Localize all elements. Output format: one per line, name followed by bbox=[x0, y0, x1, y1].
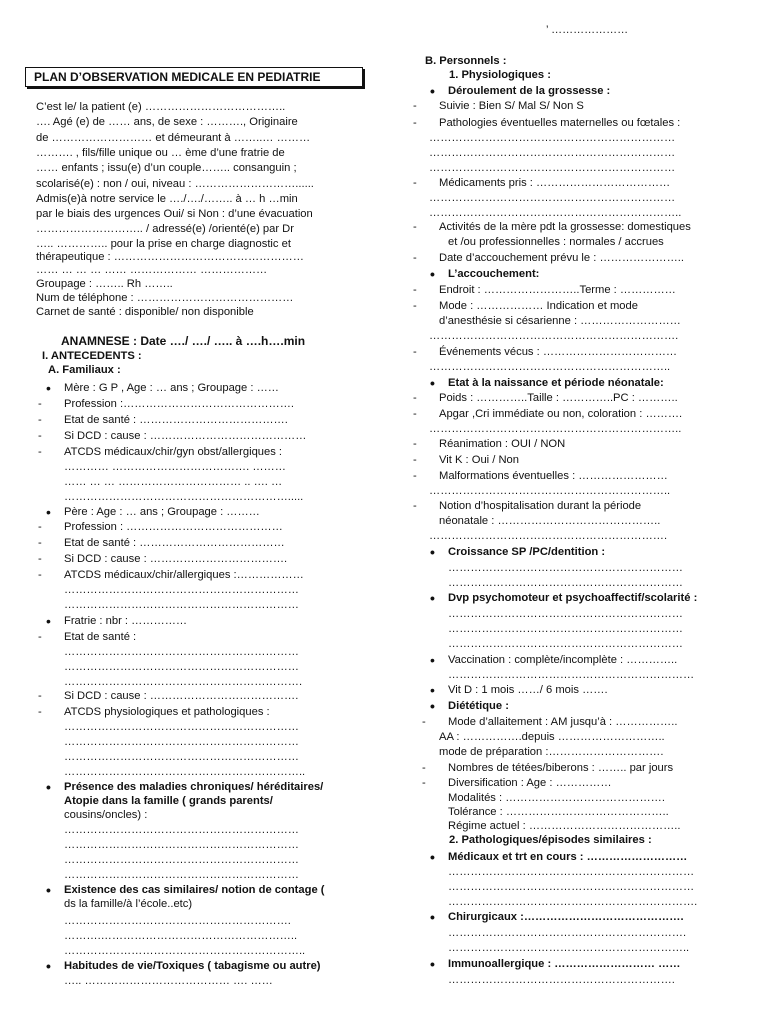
pere-line: - Si DCD : cause : ………………………………. bbox=[64, 553, 287, 566]
maladies-line: ……………………………………………………… bbox=[64, 869, 299, 881]
croissance-line: ……………………………………………………… bbox=[448, 562, 683, 574]
maladies-line: ……………………………………………………… bbox=[64, 854, 299, 866]
mere-line: - ATCDS médicaux/chir/gyn obst/allergiques : bbox=[64, 446, 282, 459]
dvp-line: ……………………………………………………… bbox=[448, 608, 683, 620]
anamnese-heading: ANAMNESE : Date …./ …./ ….. à ….h….min bbox=[61, 334, 306, 348]
identity-line: …. Agé (e) de …… ans, de sexe : ………., Originaire bbox=[36, 116, 298, 128]
chirurgicaux-line: ………………………………………………………. bbox=[448, 927, 687, 939]
naissance-line: néonatale : …………………………………….. bbox=[439, 515, 661, 527]
mere-line: - Si DCD : cause : …………………………………… bbox=[64, 430, 306, 443]
maladies-heading: • Présence des maladies chroniques/ héréditaires/ bbox=[64, 781, 323, 794]
medicaux-line: …………………………………………………………. bbox=[448, 896, 698, 908]
identity-line: thérapeutique : …………………………………………… bbox=[36, 251, 304, 263]
fratrie-line: ……………………………………………………… bbox=[64, 721, 299, 733]
fratrie-line: ……………………………………………………… bbox=[64, 661, 299, 673]
grossesse-line: ………………………………………………………… bbox=[429, 192, 676, 204]
pere-line: • Père : Age : … ans ; Groupage : ……… bbox=[64, 506, 260, 519]
grossesse-line: ………………………………………………………… bbox=[429, 147, 676, 159]
pere-line: ……………………………………………………… bbox=[64, 584, 299, 596]
accouchement-line: - Endroit : ……………………..Terme : …………… bbox=[439, 284, 676, 297]
pere-line: - ATCDS médicaux/chir/allergiques :……………… bbox=[64, 569, 304, 582]
maladies-line: cousins/oncles) : bbox=[64, 809, 148, 821]
grossesse-line: ………………………………………………………….. bbox=[429, 207, 682, 219]
naissance-line: ……………………………………………………….. bbox=[429, 485, 671, 497]
vaccination-line: • Vaccination : complète/incomplète : ………….. bbox=[448, 654, 677, 667]
grossesse-line: - Médicaments pris : ……………………………… bbox=[439, 177, 670, 190]
contage-line: ……….…………………………………………….. bbox=[64, 930, 298, 942]
croissance-heading: • Croissance SP /PC/dentition : bbox=[448, 546, 605, 559]
naissance-line: ………………………………………………………. bbox=[429, 530, 668, 542]
identity-line: C’est le/ la patient (e) ……………………………….. bbox=[36, 101, 286, 113]
dietetique-line: - Mode d’allaitement : AM jusqu’à : …………….. bbox=[448, 716, 677, 729]
familiaux-heading: A. Familiaux : bbox=[48, 364, 121, 376]
naissance-line: - Poids : …………..Taille : …………..PC : ……….. bbox=[439, 392, 678, 405]
fratrie-line: - ATCDS physiologiques et pathologiques : bbox=[64, 706, 270, 719]
grossesse-line: ………………………………………………………… bbox=[429, 162, 676, 174]
grossesse-line: et /ou professionnelles : normales / accrues bbox=[448, 236, 664, 248]
contage-line: ……………………………………………………. bbox=[64, 915, 291, 927]
identity-line: …… … … … …… ……………… ……………… bbox=[36, 264, 268, 276]
dietetique-line: - Nombres de tétées/biberons : …….. par jours bbox=[448, 762, 673, 775]
identity-line: ………. , fils/fille unique ou … ème d’une fratrie de bbox=[36, 147, 285, 159]
grossesse-heading: • Déroulement de la grossesse : bbox=[448, 85, 610, 98]
habitudes-line: ….. ………………………………… …. …… bbox=[64, 975, 273, 987]
identity-line: scolarisé(e) : non / oui, niveau : ………………………...... bbox=[36, 178, 314, 190]
mere-line: - Profession :………………………………………. bbox=[64, 398, 294, 411]
pere-line: - Profession : …………………………………… bbox=[64, 521, 283, 534]
dietetique-line: AA : …………….depuis ……………………….. bbox=[439, 731, 665, 743]
identity-line: par le biais des urgences Oui/ si Non : d’une évacuation bbox=[36, 208, 313, 220]
contage-heading: • Existence des cas similaires/ notion de contage ( bbox=[64, 884, 325, 897]
accouchement-line: …………………………………………………………. bbox=[429, 330, 679, 342]
fratrie-line: ………………………………………………………. bbox=[64, 676, 303, 688]
dietetique-line: Régime actuel : ………………………………….. bbox=[448, 820, 681, 832]
vitd-line: • Vit D : 1 mois ……/ 6 mois ……. bbox=[448, 684, 608, 697]
naissance-line: ………………………………………………………….. bbox=[429, 423, 682, 435]
fratrie-line: - Si DCD : cause : …………………………………. bbox=[64, 690, 298, 703]
grossesse-line: - Date d’accouchement prévu le : ………………….. bbox=[439, 252, 684, 265]
accouchement-line: - Événements vécus : ……………………………… bbox=[439, 346, 677, 359]
top-right-field: ’ ………………… bbox=[546, 24, 629, 36]
identity-line: ….. ………….. pour la prise en charge diagnostic et bbox=[36, 238, 291, 250]
chirurgicaux-line: ……………………………………………………….. bbox=[448, 942, 690, 954]
physio-heading: 1. Physiologiques : bbox=[449, 69, 551, 81]
mere-line: • Mère : G P , Age : … ans ; Groupage : …… bbox=[64, 382, 279, 395]
medicaux-line: ………………………………………………………… bbox=[448, 881, 695, 893]
dvp-line: ……………………………………………………… bbox=[448, 638, 683, 650]
identity-line: Carnet de santé : disponible/ non disponible bbox=[36, 306, 254, 318]
croissance-line: ……………………………………………………… bbox=[448, 577, 683, 589]
accouchement-line: ……………………………………………………….. bbox=[429, 361, 671, 373]
maladies-heading: Atopie dans la famille ( grands parents/ bbox=[64, 795, 273, 807]
grossesse-line: ………………………………………………………… bbox=[429, 132, 676, 144]
identity-line: Admis(e)à notre service le …./…./…….. à … h …min bbox=[36, 193, 298, 205]
identity-line: de ……………………… et démeurant à ……..… ……… bbox=[36, 132, 311, 144]
accouchement-line: d’anesthésie si césarienne : ……………………… bbox=[439, 315, 681, 327]
maladies-line: ……………………………………………………… bbox=[64, 824, 299, 836]
fratrie-line: ……………………………………………………… bbox=[64, 736, 299, 748]
naissance-line: - Malformations éventuelles : …………………… bbox=[439, 470, 668, 483]
identity-line: Num de téléphone : …………………………………… bbox=[36, 292, 294, 304]
fratrie-line: ……………………………………………………… bbox=[64, 751, 299, 763]
accouchement-line: - Mode : ……………… Indication et mode bbox=[439, 300, 638, 313]
fratrie-line: ……………………………………………………….. bbox=[64, 766, 306, 778]
pere-line: ……………………………………………………… bbox=[64, 599, 299, 611]
patho-heading: 2. Pathologiques/épisodes similaires : bbox=[449, 834, 652, 846]
naissance-heading: • Etat à la naissance et période néonatale: bbox=[448, 377, 664, 390]
fratrie-line: - Etat de santé : bbox=[64, 631, 136, 644]
fratrie-line: • Fratrie : nbr : …………… bbox=[64, 615, 187, 628]
immuno-heading: • Immunoallergique : ……………………… …… bbox=[448, 958, 680, 971]
immuno-line: ……………………………………………………. bbox=[448, 974, 675, 986]
naissance-line: - Vit K : Oui / Non bbox=[439, 454, 519, 467]
dietetique-line: - Diversification : Age : …………… bbox=[448, 777, 612, 790]
mere-line: …… … … …………………………… .. …. … bbox=[64, 476, 283, 488]
identity-line: ……………………….. / adressé(e) /orienté(e) par Dr bbox=[36, 223, 294, 235]
dietetique-line: mode de préparation :…………………………. bbox=[439, 746, 664, 758]
grossesse-line: - Suivie : Bien S/ Mal S/ Non S bbox=[439, 100, 584, 113]
dvp-heading: • Dvp psychomoteur et psychoaffectif/scolarité : bbox=[448, 592, 697, 605]
identity-line: …… enfants ; issu(e) d’un couple…….. consanguin ; bbox=[36, 162, 297, 174]
habitudes-heading: • Habitudes de vie/Toxiques ( tabagisme ou autre) bbox=[64, 960, 321, 973]
fratrie-line: ……………………………………………………… bbox=[64, 646, 299, 658]
mere-line: ………… ………………………………. ……… bbox=[64, 461, 286, 473]
chirurgicaux-heading: • Chirurgicaux :……………………………………. bbox=[448, 911, 684, 924]
medicaux-line: ………………………………………………………… bbox=[448, 866, 695, 878]
identity-line: Groupage : …….. Rh …….. bbox=[36, 278, 173, 290]
accouchement-heading: • L’accouchement: bbox=[448, 268, 539, 281]
pere-line: - Etat de santé : ………………………………… bbox=[64, 537, 285, 550]
contage-line: ……………………………………………………….. bbox=[64, 945, 306, 957]
medicaux-heading: • Médicaux et trt en cours : ……………………… bbox=[448, 851, 687, 864]
dietetique-line: Tolérance : …………………………………….. bbox=[448, 806, 669, 818]
page-title: PLAN D’OBSERVATION MEDICALE EN PEDIATRIE bbox=[25, 67, 363, 87]
grossesse-line: - Pathologies éventuelles maternelles ou fœtales : bbox=[439, 117, 680, 130]
dietetique-line: Modalités : ……………………………………. bbox=[448, 792, 665, 804]
naissance-line: - Réanimation : OUI / NON bbox=[439, 438, 565, 451]
dietetique-heading: • Diététique : bbox=[448, 700, 509, 713]
dvp-line: ……………………………………………………… bbox=[448, 623, 683, 635]
antecedents-heading: I. ANTECEDENTS : bbox=[42, 350, 142, 362]
naissance-line: - Apgar ,Cri immédiate ou non, coloration : ………. bbox=[439, 408, 682, 421]
vaccination-line: ………………………………………………………… bbox=[448, 669, 695, 681]
contage-line: ds la famille/à l’école..etc) bbox=[64, 898, 193, 910]
grossesse-line: - Activités de la mère pdt la grossesse: domestiques bbox=[439, 221, 691, 234]
mere-line: ……………………………………………………..... bbox=[64, 491, 304, 503]
mere-line: - Etat de santé : …………………………………. bbox=[64, 414, 288, 427]
maladies-line: ……………………………………………………… bbox=[64, 839, 299, 851]
naissance-line: - Notion d’hospitalisation durant la période bbox=[439, 500, 641, 513]
personnels-heading: B. Personnels : bbox=[425, 55, 507, 67]
